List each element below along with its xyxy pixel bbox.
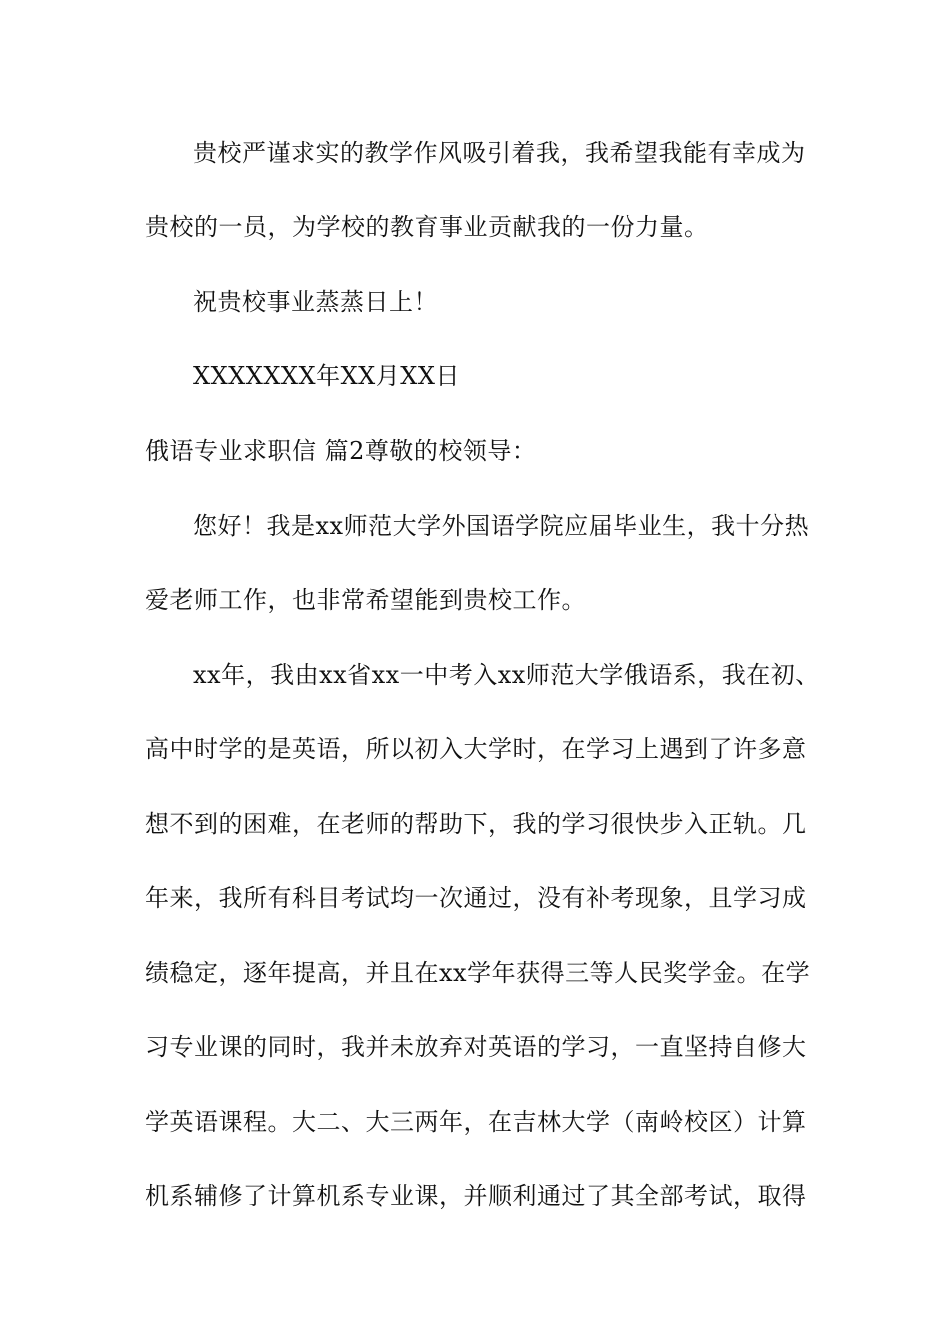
paragraph-line: xx年，我由xx省xx一中考入xx师范大学俄语系，我在初、 [193, 661, 820, 689]
closing-wish: 祝贵校事业蒸蒸日上！ [193, 288, 438, 316]
paragraph-line: 爱老师工作，也非常希望能到贵校工作。 [145, 586, 586, 614]
paragraph-line: 绩稳定，逐年提高，并且在xx学年获得三等人民奖学金。在学 [145, 959, 811, 987]
paragraph-line: 学英语课程。大二、大三两年，在吉林大学（南岭校区）计算 [145, 1108, 807, 1136]
paragraph-line: 贵校的一员，为学校的教育事业贡献我的一份力量。 [145, 213, 709, 241]
paragraph-line: 机系辅修了计算机系专业课，并顺利通过了其全部考试，取得 [145, 1182, 807, 1210]
paragraph-line: 习专业课的同时，我并未放弃对英语的学习，一直坚持自修大 [145, 1033, 807, 1061]
section-heading: 俄语专业求职信 篇2尊敬的校领导： [145, 437, 537, 465]
paragraph-line: 贵校严谨求实的教学作风吸引着我，我希望我能有幸成为 [193, 139, 806, 167]
paragraph-line: 年来，我所有科目考试均一次通过，没有补考现象，且学习成 [145, 884, 807, 912]
paragraph-line: 您好！我是xx师范大学外国语学院应届毕业生，我十分热 [193, 512, 810, 540]
paragraph-line: 高中时学的是英语，所以初入大学时，在学习上遇到了许多意 [145, 735, 807, 763]
letter-date: XXXXXXX年XX月XX日 [193, 362, 460, 390]
paragraph-line: 想不到的困难，在老师的帮助下，我的学习很快步入正轨。几 [145, 810, 807, 838]
